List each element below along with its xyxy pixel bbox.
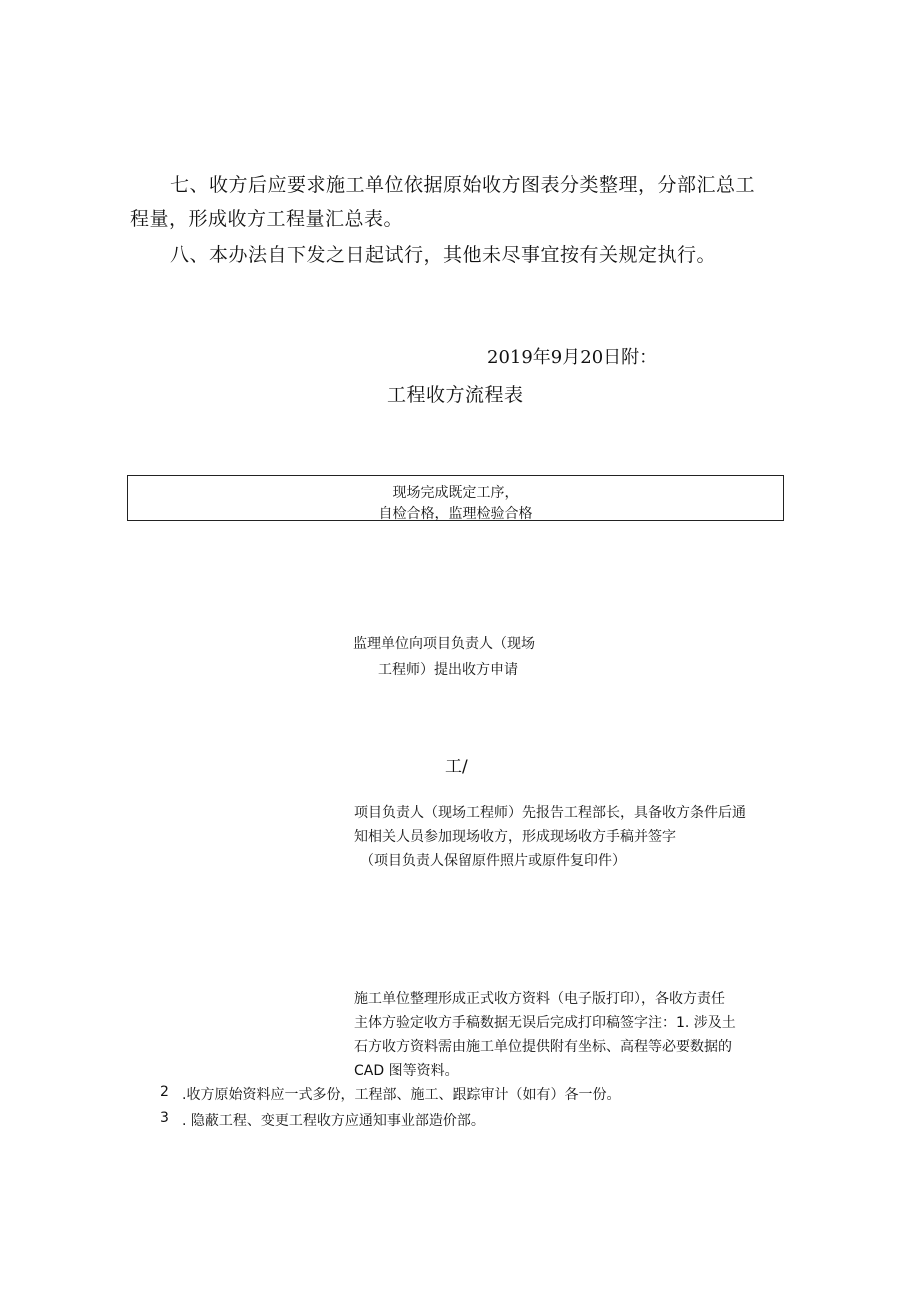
flow-step-3-line-3: （项目负责人保留原件照片或原件复印件）: [360, 853, 626, 869]
flow-connector-glyph: 工/: [445, 757, 468, 777]
flow-step-4-line-4: CAD 图等资料。: [354, 1063, 459, 1079]
flow-step-2-line-2: 工程师）提出收方申请: [378, 662, 518, 678]
flow-title: 工程收方流程表: [387, 384, 524, 406]
date-line: 2019年9月20日附：: [487, 347, 658, 368]
flow-step-3-line-1: 项目负责人（现场工程师）先报告工程部长，具备收方条件后通: [354, 805, 746, 821]
flow-step-4-line-2: 主体方验定收方手稿数据无误后完成打印稿签字注：1. 涉及土: [354, 1015, 736, 1031]
flow-step-2-line-1: 监理单位向项目负责人（现场: [353, 636, 535, 652]
note-2-text: .收方原始资料应一式多份，工程部、施工、跟踪审计（如有）各一份。: [182, 1087, 621, 1103]
flow-step-4-line-1: 施工单位整理形成正式收方资料（电子版打印），各收方责任: [354, 991, 725, 1007]
flow-step-3-line-2: 知相关人员参加现场收方，形成现场收方手稿并签字: [354, 829, 676, 845]
note-3-text: . 隐蔽工程、变更工程收方应通知事业部造价部。: [182, 1113, 485, 1129]
note-3-number: 3: [160, 1110, 169, 1126]
paragraph-8: 八、本办法自下发之日起试行，其他未尽事宜按有关规定执行。: [170, 244, 717, 266]
flow-step-4-line-3: 石方收方资料需由施工单位提供附有坐标、高程等必要数据的: [354, 1039, 732, 1055]
flow-step-1-line-2: 自检合格，监理检验合格: [378, 506, 533, 522]
flow-step-1-line-1: 现场完成既定工序，: [392, 485, 519, 501]
note-2-number: 2: [160, 1084, 169, 1100]
paragraph-7-line-1: 七、收方后应要求施工单位依据原始收方图表分类整理，分部汇总工: [170, 174, 756, 196]
flow-step-1-box: [127, 475, 784, 521]
paragraph-7-line-2: 程量，形成收方工程量汇总表。: [130, 208, 404, 230]
